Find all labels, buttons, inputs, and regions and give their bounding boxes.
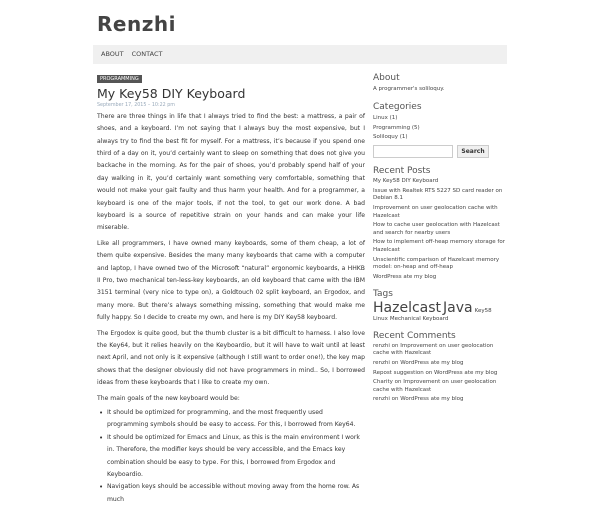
tag-link[interactable]: Mechanical Keyboard — [389, 316, 449, 323]
recent-post-link[interactable]: My Key58 DIY Keyboard — [373, 178, 439, 185]
post — [97, 73, 365, 506]
comment-item[interactable]: renzhi on WordPress ate my blog — [373, 360, 464, 366]
post-paragraph: There are three things in life that I always tried to find the best: a mattress, a pair of shoes, and a keyboard. I’m not saying that I always buy the most expensive, but I always try to find the best fit for myself. For a mattress, it’s because if you spend one third of a day on it, you’d certainly want to sleep on something that does not give you backache in the morning. As for the pair of shoes, you’d probably spend half of your day walking in it, you’d certainly want something very comfortable, something that would not make your gait faulty and thus harm your health. And for a programmer, a keyboard is one of the major tools, if not the tool, to get our work done. A bad keyboard is a source of repetitive strain on your hands and can make your life miserable. — [97, 112, 365, 232]
search-form — [373, 145, 507, 158]
post-date[interactable]: September 17, 2015 – 10:22 pm — [97, 102, 175, 108]
post-paragraph: Like all programmers, I have owned many keyboards, some of them cheap, a lot of them quite expensive. Besides the many many keyboards that came with a computer and laptop, I have owned two of the Microsoft “natural” ergonomic keyboards, a HHKB II Pro, two mechanical ten-less-key keyboards, an old keyboard that came with the IBM 3151 terminal (very nice to type on), a Goldtouch 02 split keyboard, an Ergodox, and many more. But there’s always something missing, something that would make me fully happy. So I decide to create my own, and here is my DIY Key58 keyboard. — [97, 239, 365, 322]
post-paragraph: The Ergodox is quite good, but the thumb cluster is a bit difficult to harness. I also love the Key64, but it relies heavily on the Keyboardio, but it will have to wait until at least next April, and not only is it expensive (although I still want to order one!), the key map shows that the designer obviously did not have programmers in mind.. So, I borrowed ideas from these keyboards that I like to create my own. — [97, 329, 365, 387]
nav-item-about[interactable]: ABOUT — [101, 49, 124, 58]
site-title[interactable]: Renzhi — [97, 12, 176, 36]
list-item: • It should be optimized for programming, and the most frequently used programming symbols should be easy to access. For this, I borrowed from Key64. — [107, 407, 365, 432]
goals-list — [97, 407, 365, 506]
category-link[interactable]: Programming (5) — [373, 124, 420, 131]
comment-item[interactable]: renzhi on WordPress ate my blog — [373, 396, 464, 403]
post-title[interactable]: My Key58 DIY Keyboard — [97, 85, 246, 101]
comment-item[interactable]: renzhi on Improvement on user geolocation cache with Hazelcast — [373, 342, 494, 357]
recent-post-link[interactable]: Unscientific comparison of Hazelcast memory model: on-heap and off-heap — [373, 256, 500, 271]
search-input[interactable] — [373, 145, 453, 158]
tag-link[interactable]: Java — [443, 300, 473, 317]
category-link[interactable]: Soliloquy (1) — [373, 133, 408, 140]
tag-link[interactable]: Hazelcast — [373, 300, 442, 317]
sidebar — [373, 71, 507, 406]
recent-post-link[interactable]: How to implement off-heap memory storage for Hazelcast — [373, 239, 505, 253]
recent-comments-list — [373, 343, 507, 404]
recent-post-link[interactable]: WordPress ate my blog — [373, 273, 437, 280]
main-nav — [93, 45, 507, 64]
about-title: About — [373, 73, 400, 83]
recent-posts-list — [373, 178, 507, 281]
categories-title: Categories — [373, 102, 422, 113]
comment-item[interactable]: Repost suggestion on WordPress ate my blog — [373, 369, 498, 376]
recent-post-link[interactable]: Improvement on user geolocation cache with Hazelcast — [373, 204, 498, 219]
list-item: • It should be optimized for Emacs and Linux, as this is the main environment I work in. Therefore, the modifier keys should be very accessible, and the Emacs key combination should be easy to type. For this, I borrowed from Ergodox and Keyboardio. — [107, 432, 365, 482]
recent-post-link[interactable]: How to cache user geolocation with Hazelcast and search for nearby users — [373, 222, 500, 236]
tags-title: Tags — [373, 289, 393, 300]
nav-item-contact[interactable]: CONTACT — [131, 49, 163, 58]
tag-cloud — [373, 301, 507, 323]
category-badge[interactable]: PROGRAMMING — [97, 75, 142, 83]
post-paragraph: The main goals of the new keyboard would be: — [97, 394, 240, 402]
comment-item[interactable]: Charity on Improvement on user geolocation cache with Hazelcast — [373, 379, 497, 393]
tag-link[interactable]: Linux — [373, 316, 388, 323]
recent-comments-title: Recent Comments — [373, 330, 456, 341]
tag-link[interactable]: Key58 — [474, 308, 492, 315]
post-body — [97, 111, 365, 506]
list-item: • Navigation keys should be accessible without moving away from the home row. As much — [107, 481, 365, 506]
recent-post-link[interactable]: Issue with Realtek RTS 5227 SD card reader on Debian 8.1 — [373, 187, 503, 202]
search-button[interactable]: Search — [457, 145, 489, 158]
about-text: A programmer's soliloquy. — [373, 86, 445, 92]
category-link[interactable]: Linux (1) — [373, 115, 398, 122]
recent-posts-title: Recent Posts — [373, 166, 431, 177]
